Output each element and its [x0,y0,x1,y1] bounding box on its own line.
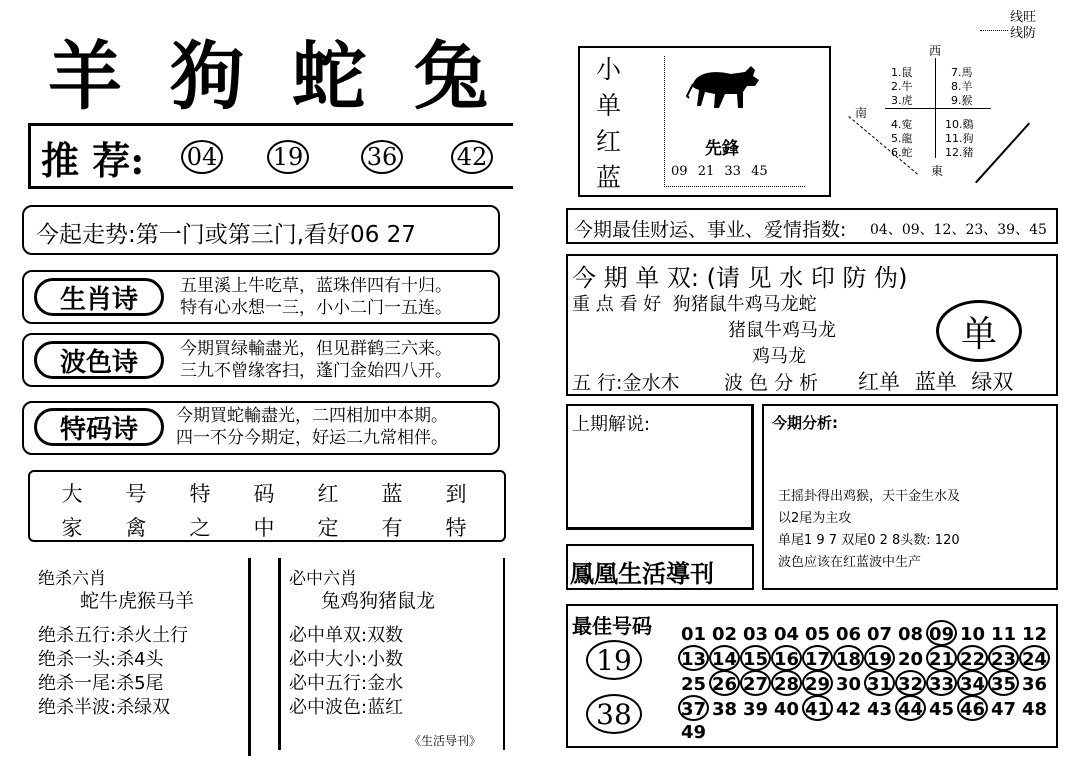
analysis-box [762,404,1058,590]
analysis-line: 王摇卦得出鸡猴，天干金生水及 [778,489,961,504]
lottery-number: 13 [678,645,709,671]
odd-even-line2: 猪鼠牛鸡马龙 [728,320,836,341]
number-row [678,670,1058,695]
top-note-line [980,30,1008,31]
kill-panel [28,558,251,756]
poem-label: 生肖诗 [34,278,164,316]
number-row [678,695,1058,720]
five-elements: 五 行:金水木 [572,372,680,394]
kill-row [38,648,188,672]
pioneer-number: 09 [671,164,688,179]
lottery-number: 24 [1019,645,1050,671]
odd-even-badge: 单 [936,300,1022,362]
poem-lines [176,405,448,449]
best-pick: 38 [586,694,642,734]
banner-char: 有 [381,516,403,540]
kill-row [38,624,188,648]
lottery-number: 27 [740,670,771,696]
focus-label: 重 点 看 好 [572,294,662,315]
must-row [289,624,403,648]
lottery-number: 14 [709,645,740,671]
analysis-line: 以2尾为主攻 [778,511,852,526]
lottery-number: 03 [742,624,769,645]
trend-box [22,205,500,255]
banner-char: 红 [317,482,339,506]
analysis-label: 今期分析: [772,414,838,432]
wave-analysis-label: 波 色 分 析 [724,372,819,394]
pioneer-box [578,46,831,197]
banner-char: 码 [253,482,275,506]
zodiac-hline [885,108,991,109]
zodiac-item: 8.羊 [951,80,973,93]
lottery-number: 46 [957,695,988,721]
zodiac-slash [975,123,1030,184]
recommend-box [28,123,513,189]
kill-key: 绝杀半波: [38,697,117,718]
banner-char: 蓝 [381,482,403,506]
zodiac-item: 7.馬 [951,66,973,79]
banner-char: 中 [253,516,275,540]
banner-char: 之 [189,516,211,540]
kill-row [38,696,188,720]
must-key: 必中五行: [289,673,368,694]
banner-char: 到 [445,482,467,506]
must-panel [278,558,505,750]
lottery-number: 48 [1021,699,1048,720]
banner-char: 特 [189,482,211,506]
analysis-lines [778,486,960,574]
lottery-number: 29 [802,670,833,696]
must-key: 必中波色: [289,697,368,718]
kill-value: 杀火土行 [116,625,189,646]
zodiac-item: 6.蛇 [891,146,913,159]
zodiac-map [845,4,1075,194]
trend-text: 今起走势:第一门或第三门,看好06 27 [36,222,416,248]
odd-even-box [566,254,1058,396]
kill-key: 绝杀一尾: [38,673,117,694]
lottery-number: 44 [895,695,926,721]
lottery-number: 45 [928,699,955,720]
pioneer-side-char: 红 [596,127,622,156]
lottery-number: 12 [1021,624,1048,645]
number-row [678,720,1058,745]
lottery-number: 35 [988,670,1019,696]
lottery-number: 04 [773,624,800,645]
odd-even-line3: 鸡马龙 [752,346,806,367]
odd-even-line1 [572,290,817,316]
lottery-number: 43 [866,699,893,720]
lottery-number: 25 [680,674,707,695]
lottery-number: 18 [833,645,864,671]
kill-value: 杀绿双 [116,697,171,718]
recommend-number: 36 [361,140,403,174]
lottery-number: 31 [864,670,895,696]
luck-index-box [566,208,1058,244]
poem-line: 五里溪上牛吃草，蓝珠伴四有十归。 [180,276,452,296]
must-footer: 《生活导刊》 [409,734,482,748]
recommend-label: 推 荐: [41,138,145,183]
brand-box [566,544,754,590]
zodiac-item: 4.寃 [891,118,913,131]
lottery-number: 02 [711,624,738,645]
lottery-number: 33 [926,670,957,696]
must-value: 小数 [367,649,404,670]
banner-char: 号 [125,482,147,506]
lottery-number: 32 [895,670,926,696]
pioneer-number: 45 [751,164,768,179]
lottery-number: 30 [835,674,862,695]
banner-row [40,478,500,508]
lottery-number: 09 [926,620,957,646]
lottery-number: 10 [959,624,986,645]
wave-result: 红单 [858,370,900,394]
lottery-number: 16 [771,645,802,671]
lottery-number: 15 [740,645,771,671]
banner-char: 家 [61,516,83,540]
recommend-number: 19 [267,140,309,174]
kill-six: 蛇牛虎猴马羊 [80,590,195,612]
kill-value: 杀5尾 [116,673,164,694]
lottery-number: 07 [866,624,893,645]
banner-box [28,470,506,542]
last-issue-box [566,404,754,530]
must-title: 必中六肖 [289,569,357,589]
luck-index-values: 04、09、12、23、39、45 [870,222,1047,238]
lottery-number: 37 [678,695,709,721]
lottery-number: 42 [835,699,862,720]
zodiac-item: 10.鷄 [945,118,974,131]
pioneer-side-char: 蓝 [596,163,622,192]
lottery-number: 05 [804,624,831,645]
must-row [289,648,403,672]
must-key: 必中大小: [289,649,368,670]
zodiac-item: 11.狗 [945,132,974,145]
banner-char: 定 [317,516,339,540]
lottery-number: 22 [957,645,988,671]
recommend-number: 04 [181,140,223,174]
focus-value: 狗猪鼠牛鸡马龙蛇 [672,294,817,315]
title-char: 兔 [414,34,488,120]
poem-lines [180,275,452,319]
lottery-number: 01 [680,624,707,645]
brand-title: 鳳凰生活導刊 [570,559,714,588]
best-numbers-box [566,604,1058,748]
kill-value: 杀4头 [116,649,164,670]
lottery-number: 17 [802,645,833,671]
odd-even-heading: 今 期 单 双: (请 见 水 印 防 伪) [572,264,908,292]
best-pick: 19 [586,640,642,680]
kill-title: 绝杀六肖 [38,569,106,589]
best-numbers-label: 最佳号码 [572,614,652,638]
wave-result: 蓝单 [914,370,957,394]
ox-icon [685,62,763,114]
poem-lines [180,338,452,382]
number-grid [678,620,1058,745]
luck-index-label: 今期最佳财运、事业、爱情指数: [574,219,847,241]
poem-line: 今期買蛇輸盡光，二四相加中本期。 [176,406,448,426]
lottery-number: 40 [773,699,800,720]
top-note: 线旺 [1010,10,1037,25]
lottery-number: 36 [1021,674,1048,695]
poem-line: 三九不曾缘客扫，蓬门金始四八开。 [180,361,452,381]
lottery-number: 06 [835,624,862,645]
poem-line: 特有心水想一三，小小二门一五连。 [180,298,452,318]
title-char: 羊 [48,34,122,120]
pioneer-side [596,52,621,196]
poem-line: 四一不分今期定，好运二九常相伴。 [176,428,448,448]
pioneer-numbers [671,164,768,179]
lottery-number: 20 [897,649,924,670]
west-label: 西 [929,44,942,58]
must-row [289,696,403,720]
lottery-number: 26 [709,670,740,696]
east-label: 東 [931,164,944,178]
banner-char: 禽 [125,516,147,540]
number-row [678,645,1058,670]
lottery-number: 41 [802,695,833,721]
poem-label: 特码诗 [34,408,164,446]
pioneer-inner [664,56,805,187]
must-key: 必中单双: [289,625,368,646]
zodiac-item: 5.龍 [891,132,913,145]
zodiac-item: 1.鼠 [891,66,913,79]
lottery-number: 19 [864,645,895,671]
lottery-number: 38 [711,699,738,720]
lottery-number: 21 [926,645,957,671]
must-row [289,672,403,696]
must-rows [289,624,403,720]
pioneer-side-char: 小 [596,55,622,84]
kill-rows [38,624,188,720]
kill-key: 绝杀五行: [38,625,117,646]
analysis-line: 单尾1 9 7 双尾0 2 8头数: 120 [778,533,960,548]
lottery-number: 49 [680,722,707,743]
lottery-number: 34 [957,670,988,696]
pioneer-label: 先鋒 [705,139,739,159]
poem-label: 波色诗 [34,341,164,379]
pioneer-side-char: 单 [596,91,622,120]
wave-results [858,366,1013,396]
must-value: 金水 [367,673,404,694]
south-label: 南 [855,106,868,120]
last-issue-label: 上期解说: [572,414,651,435]
zodiac-item: 12.豬 [945,146,974,159]
kill-key: 绝杀一头: [38,649,117,670]
lottery-number: 08 [897,624,924,645]
pioneer-number: 33 [724,164,741,179]
banner-char: 大 [61,482,83,506]
must-six: 兔鸡狗猪鼠龙 [321,590,436,612]
title-zodiac [48,18,536,124]
lottery-number: 47 [990,699,1017,720]
recommend-number: 42 [451,140,493,174]
poem-line: 今期買绿輸盡光，但见群鹤三六来。 [180,339,452,359]
top-note-2: 线防 [1010,26,1037,41]
zodiac-item: 9.猴 [951,94,973,107]
title-char: 蛇 [292,34,366,120]
zodiac-item: 2.牛 [891,80,913,93]
analysis-line: 波色应该在红蓝波中生产 [778,555,922,570]
title-char: 狗 [170,34,244,120]
pioneer-number: 21 [697,164,715,179]
kill-row [38,672,188,696]
lottery-number: 11 [990,624,1017,645]
must-value: 双数 [367,625,404,646]
number-row [678,620,1058,645]
zodiac-item: 3.虎 [891,94,913,107]
wave-result: 绿双 [971,370,1014,394]
banner-char: 特 [445,516,467,540]
must-value: 蓝红 [367,697,404,718]
lottery-number: 28 [771,670,802,696]
lottery-number: 23 [988,645,1019,671]
banner-row [40,512,500,542]
lottery-number: 39 [742,699,769,720]
